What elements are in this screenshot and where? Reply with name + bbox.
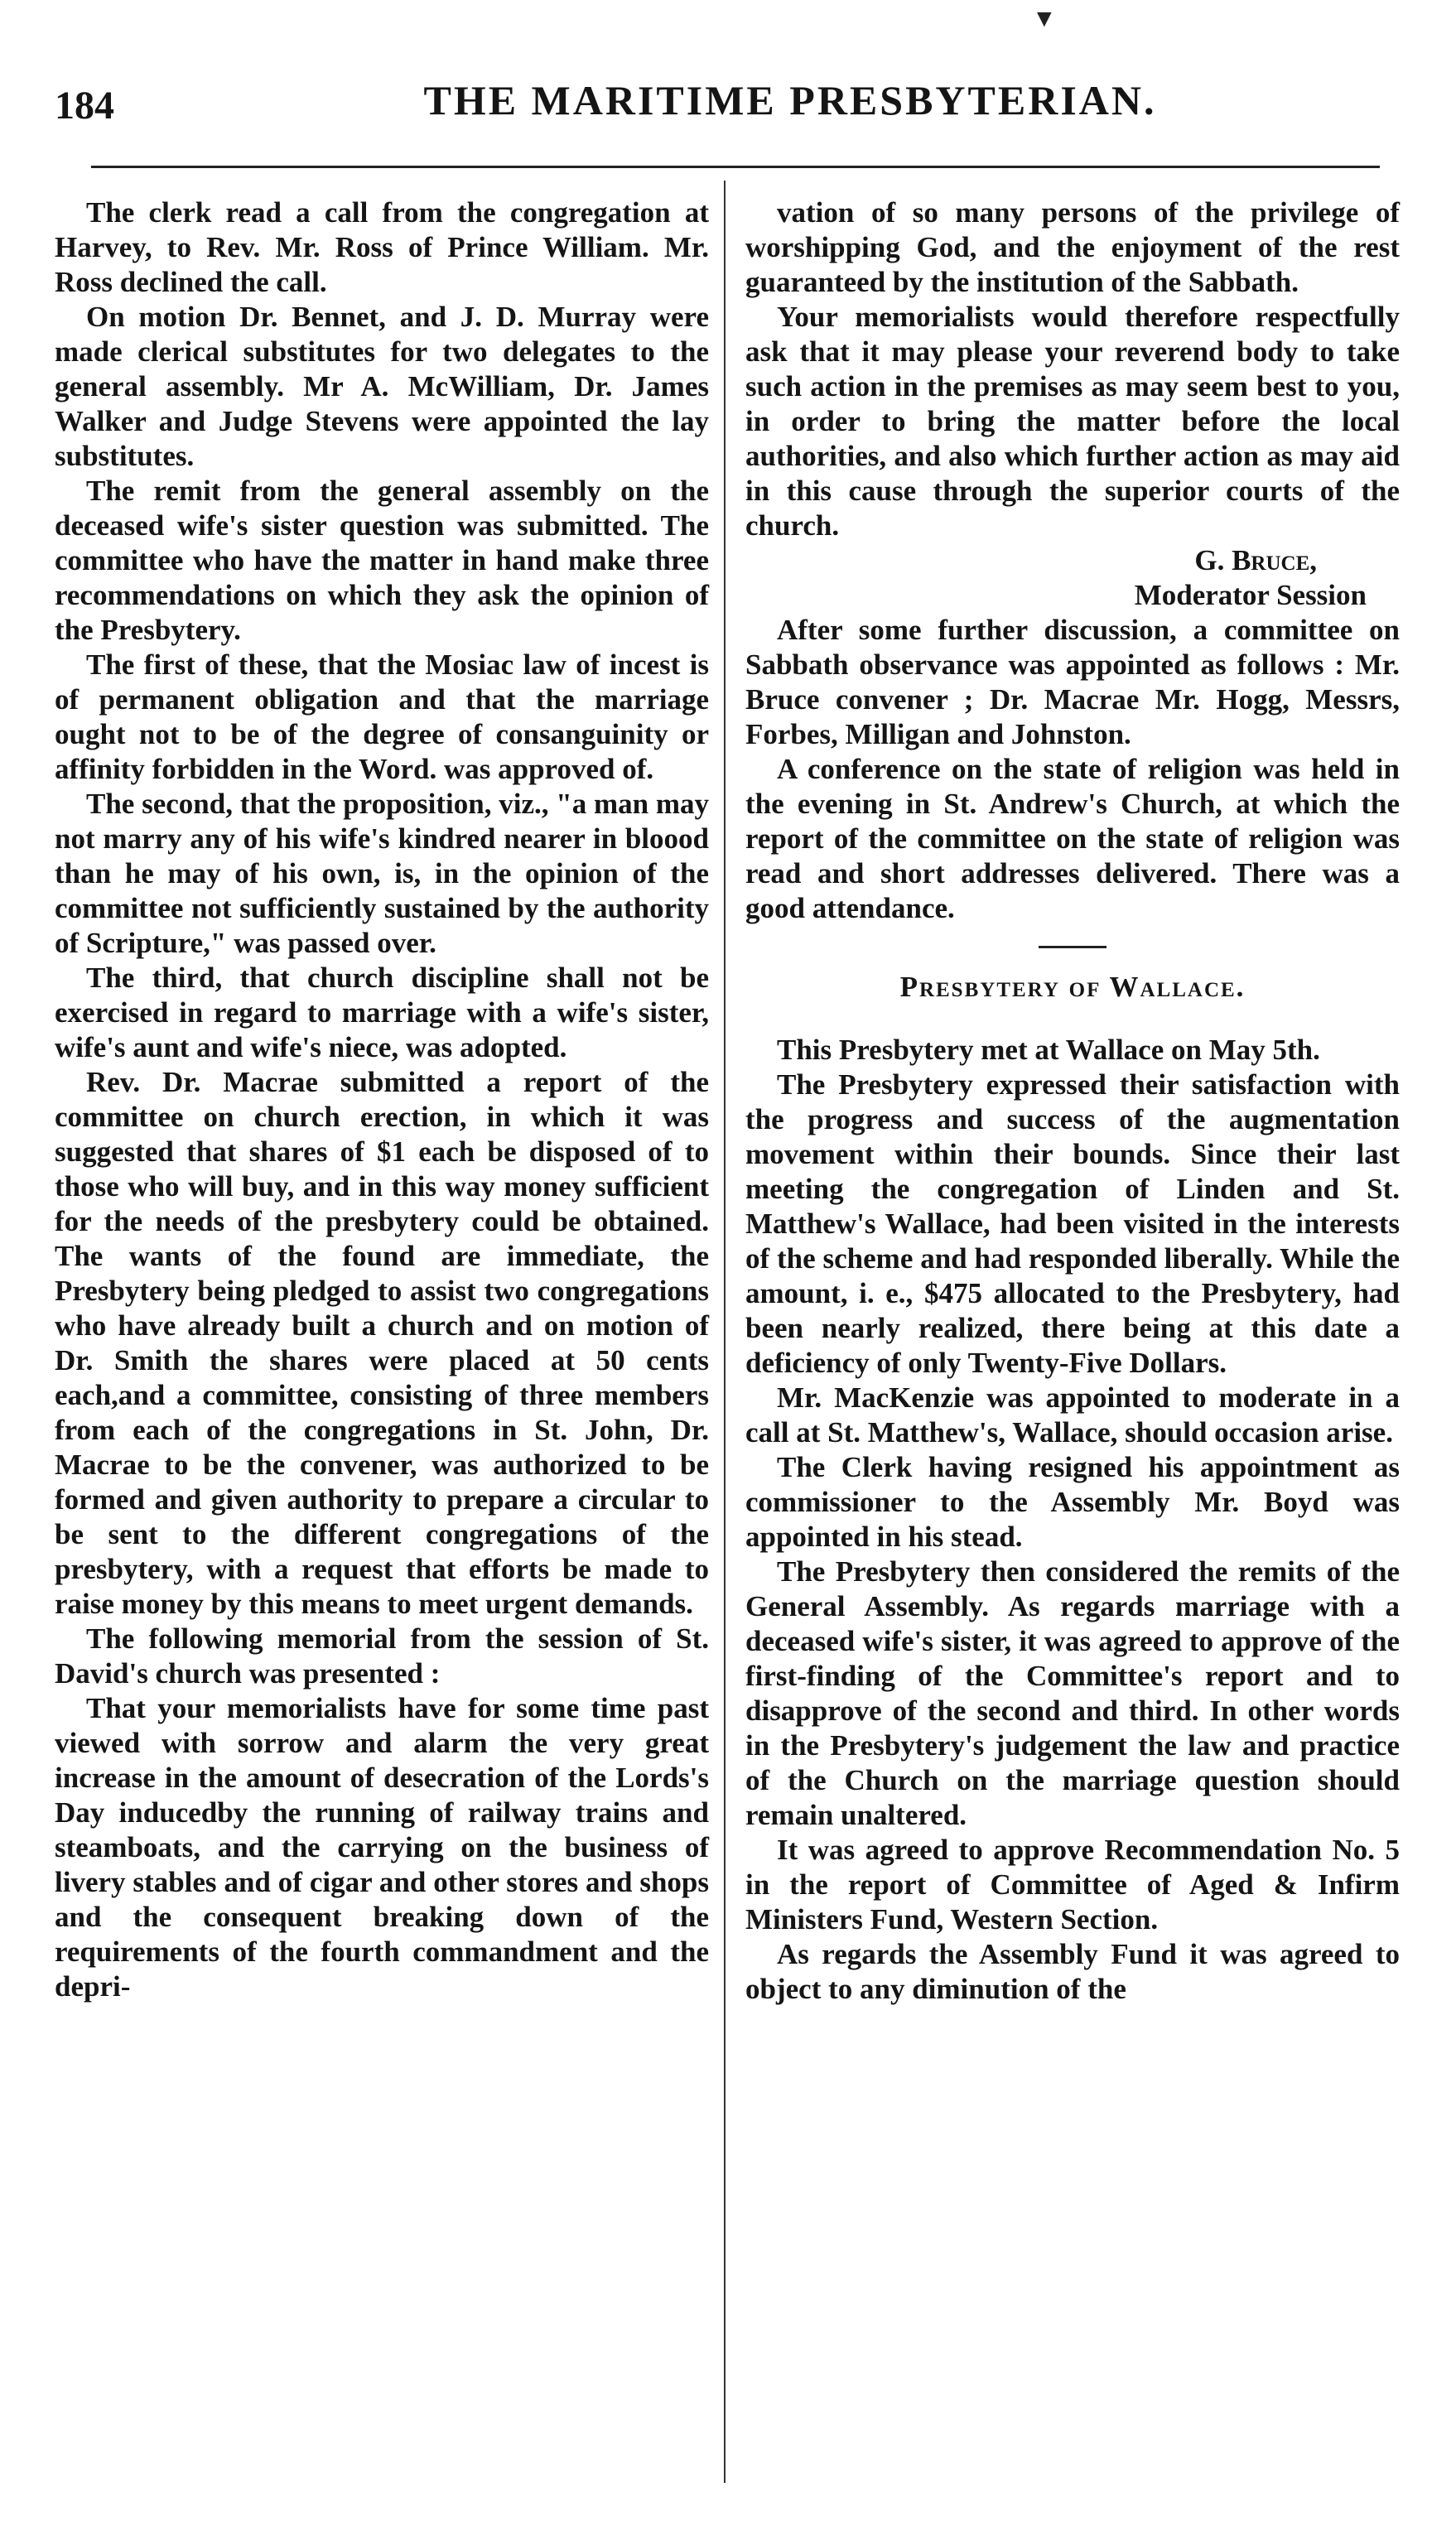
paragraph-sabbath-committee: After some further discussion, a committee on Sabbath observance was appointed as follows : Mr. Bruce convener ; Dr. Macrae Mr. Hogg, Messrs, Forbes, Milligan and Johnston.: [745, 614, 1400, 750]
paragraph-assembly-fund: As regards the Assembly Fund it was agreed to object to any diminution of the: [745, 1938, 1400, 2005]
paragraph-mackenzie: Mr. MacKenzie was appointed to moderate in a call at St. Matthew's, Wallace, should occasion arise.: [745, 1381, 1400, 1449]
paragraph-remits-assembly: The Presbytery then considered the remits of the General Assembly. As regards marriage with a deceased wife's sister, it was agreed to approve of the first-finding of the Committee's report and to disapprove of the second and third. In other words in the Presbytery's judgement the law and practice of the Church on the marriage question should remain unaltered.: [745, 1555, 1400, 1831]
paragraph-third-recommendation: The third, that church discipline shall not be exercised in regard to marriage with a wife's sister, wife's aunt and wife's niece, was adopted.: [55, 962, 709, 1063]
page-header: [55, 76, 1385, 142]
signature-name: G. Bruce,: [1194, 544, 1317, 576]
paragraph-second-recommendation: The second, that the proposition, viz., "a man may not marry any of his wife's kindred nearer in bloood than he may of his own, is, in the opinion of the committee not sufficiently sustained by the authority of Scripture," was passed over.: [55, 788, 709, 959]
paragraph-harvey-call: The clerk read a call from the congregation at Harvey, to Rev. Mr. Ross of Prince William. Mr. Ross declined the call.: [55, 196, 709, 298]
paragraph-augmentation: The Presbytery expressed their satisfaction with the progress and success of the augmentation movement within their bounds. Since their last meeting the congregation of Linden and St. Matthew's Wallace, had been visited in the interests of the scheme and had responded liberally. While the amount, i. e., $475 allocated to the Presbytery, had been nearly realized, there being at this date a deficiency of only Twenty-Five Dollars.: [745, 1068, 1400, 1379]
header-rule: [91, 166, 1380, 168]
signature-title: Moderator Session: [1134, 579, 1367, 611]
paragraph-memorial-text: That your memorialists have for some time past viewed with sorrow and alarm the very great increase in the amount of desecration of the Lords's Day inducedby the running of railway trains and steamboats, and the carrying on the business of livery stables and of cigar and other stores and shops and the consequent breaking down of the requirements of the fourth commandment and the depri-: [55, 1692, 709, 2003]
paragraph-memorial-intro: The following memorial from the session of St. David's church was presented :: [55, 1622, 709, 1690]
paragraph-aged-infirm-fund: It was agreed to approve Recommendation No. 5 in the report of Committee of Aged & Infirm Ministers Fund, Western Section.: [745, 1834, 1400, 1935]
left-column: [55, 195, 709, 2004]
paragraph-memorial-request: Your memorialists would therefore respectfully ask that it may please your reverend body to take such action in the premises as may seem best to you, in order to bring the matter before the local authorities, and also which further action as may aid in this cause through the superior courts of the church.: [745, 301, 1400, 542]
paragraph-church-erection: Rev. Dr. Macrae submitted a report of the committee on church erection, in which it was suggested that shares of $1 each be disposed of to those who will buy, and in this way money sufficient for the needs of the presbytery could be obtained. The wants of the found are immediate, the Presbytery being pledged to assist two congregations who have already built a church and on motion of Dr. Smith the shares were placed at 50 cents each,and a committee, consisting of three members from each of the congregations in St. John, Dr. Macrae to be the convener, was authorized to be formed and given authority to prepare a circular to be sent to the different congregations of the presbytery, with a request that efforts be made to raise money by this means to meet urgent demands.: [55, 1066, 709, 1620]
print-speck-mark: ▼: [1032, 5, 1057, 32]
right-column: [745, 195, 1400, 2007]
column-divider: [724, 181, 726, 2483]
paragraph-memorial-continued: vation of so many persons of the privilege of worshipping God, and the enjoyment of the rest guaranteed by the institution of the Sabbath.: [745, 196, 1400, 298]
paragraph-first-recommendation: The first of these, that the Mosiac law of incest is of permanent obligation and that the marriage ought not to be of the degree of consanguinity or affinity forbidden in the Word. was approved of.: [55, 648, 709, 785]
running-title: THE MARITIME PRESBYTERIAN.: [423, 77, 1157, 123]
paragraph-religion-conference: A conference on the state of religion was held in the evening in St. Andrew's Church, at which the report of the committee on the state of religion was read and short addresses delivered. There was a good attendance.: [745, 753, 1400, 924]
paragraph-clerk-resigned: The Clerk having resigned his appointment as commissioner to the Assembly Mr. Boyd was appointed in his stead.: [745, 1451, 1400, 1553]
paragraph-substitutes: On motion Dr. Bennet, and J. D. Murray were made clerical substitutes for two delegates to the general assembly. Mr A. McWilliam, Dr. James Walker and Judge Stevens were appointed the lay substitutes.: [55, 301, 709, 472]
paragraph-remit: The remit from the general assembly on the deceased wife's sister question was submitted. The committee who have the matter in hand make three recommendations on which they ask the opinion of the Presbytery.: [55, 475, 709, 646]
paragraph-wallace-meeting: This Presbytery met at Wallace on May 5th.: [777, 1034, 1320, 1066]
section-divider: [1039, 946, 1106, 948]
section-heading-wallace: Presbytery of Wallace.: [899, 971, 1246, 1003]
page-number: 184: [55, 84, 114, 128]
